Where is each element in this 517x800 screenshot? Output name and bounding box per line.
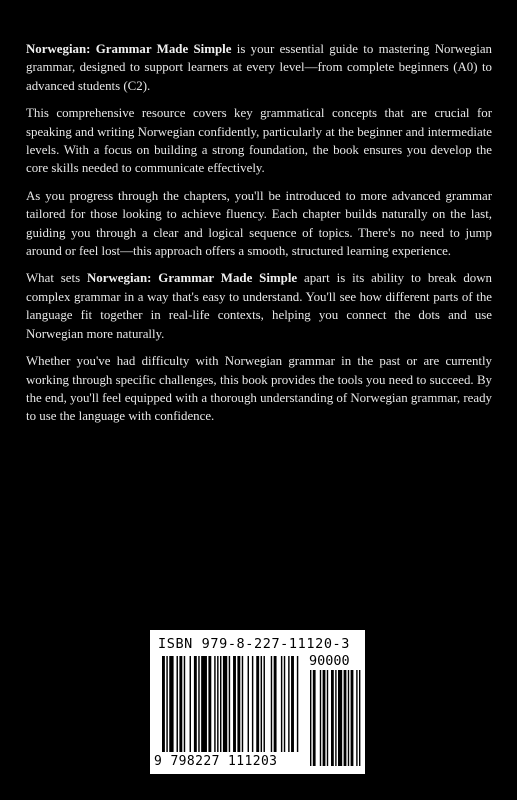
blurb-paragraph-3: As you progress through the chapters, you'll be introduced to more advanced grammar tailored for those looking to achieve fluency. Each chapter builds naturally on the last, guiding you through a clear and logical sequence of topics. There's no need to jump around or feel lost—this approach offers a smooth, structured learning experience. (26, 188, 492, 259)
book-title-bold: Norwegian: Grammar Made Simple (26, 42, 232, 56)
blurb-paragraph-1-text: is your essential guide to mastering Norwegian grammar, designed to support learners at every level—from complete beginners (A0) to advanced students (C2). (26, 42, 492, 93)
blurb-paragraph-5: Whether you've had difficulty with Norwegian grammar in the past or are currently working through specific challenges, this book provides the tools you need to succeed. By the end, you'll feel equipped with a thorough understanding of Norwegian grammar, ready to use the language with confidence. (26, 354, 492, 424)
blurb-paragraph-1 (26, 40, 492, 95)
blurb-paragraph-2: This comprehensive resource covers key grammatical concepts that are crucial for speaking and writing Norwegian confidently, particularly at the beginner and intermediate levels. With a focus on building a strong foundation, the book ensures you develop the core skills needed to communicate effectively. (26, 106, 492, 176)
blurb-paragraph-4-start: What sets (26, 271, 87, 286)
ean-digits: 9 798227 111203 (154, 754, 278, 769)
isbn-label: ISBN 979-8-227-11120-3 (158, 636, 351, 652)
book-title-bold-2: Norwegian: Grammar Made Simple (87, 271, 298, 286)
barcode-bars (150, 630, 365, 774)
isbn-barcode (150, 630, 365, 774)
barcode-addon-price: 90000 (309, 653, 350, 669)
blurb-paragraph-4-text: apart is its ability to break down complex grammar in a way that's easy to understand. You'll see how different parts of the language fit together in real-life contexts, helping you connect the dots and use Norwegian more naturally. (26, 271, 492, 341)
blurb-text (26, 40, 492, 435)
blurb-paragraph-4 (26, 269, 492, 343)
